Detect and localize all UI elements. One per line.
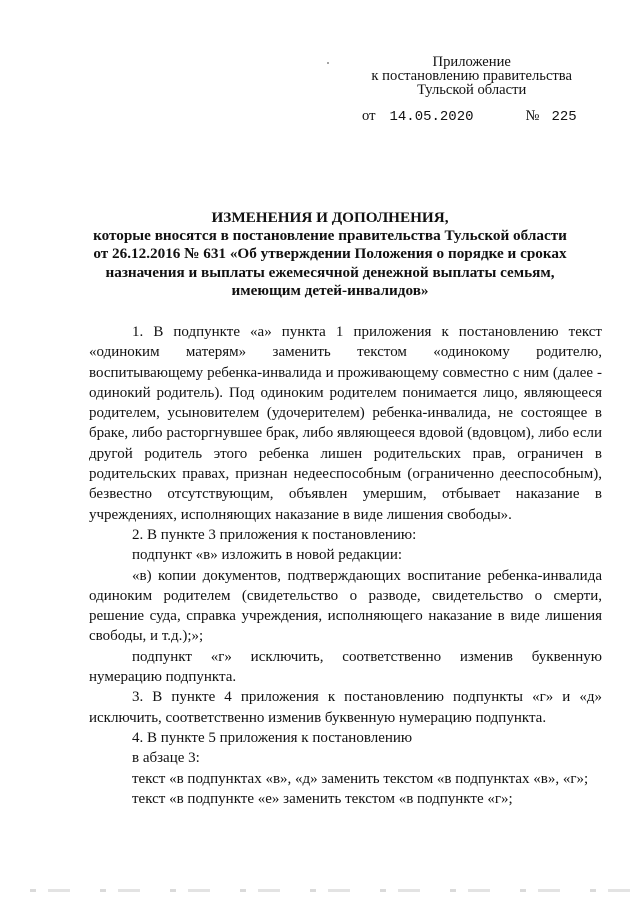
appendix-line-2: к постановлению правительства <box>371 68 572 84</box>
paragraph-9: текст «в подпунктах «в», «д» заменить текстом «в подпунктах «в», «г»; <box>132 770 589 787</box>
document-title <box>90 209 570 300</box>
paragraph-7: 4. В пункте 5 приложения к постановлению <box>132 729 413 746</box>
paragraph-4: «в) копии документов, подтверждающих воспитание ребенка-инвалида одиноким родителем (свидетельство о разводе, свидетельство о смерти, решение суда, справка учреждения, исполняющего наказание в виде лишения свободы, и т.д.);»; <box>89 567 602 645</box>
paragraph-2: 2. В пункте 3 приложения к постановлению: <box>132 526 417 543</box>
paragraph-10: текст «в подпункте «е» заменить текстом «в подпункте «г»; <box>132 790 513 807</box>
scan-speck <box>327 62 329 64</box>
from-label: от <box>362 108 376 124</box>
date-number-line <box>362 108 577 125</box>
paragraph-5: подпункт «г» исключить, соответственно изменив буквенную нумерацию подпункта. <box>89 648 602 686</box>
document-number: 225 <box>551 109 577 125</box>
number-sign: № <box>525 108 540 124</box>
document-date: 14.05.2020 <box>389 109 474 125</box>
paragraph-8: в абзаце 3: <box>132 750 200 767</box>
paragraph-6: 3. В пункте 4 приложения к постановлению подпункты «г» и «д» исключить, соответственно изменив буквенную нумерацию подпункта. <box>89 689 602 726</box>
scan-artifacts <box>30 889 630 892</box>
document-body <box>89 322 602 809</box>
title-heading: ИЗМЕНЕНИЯ И ДОПОЛНЕНИЯ, <box>211 209 449 226</box>
appendix-line-3: Тульской области <box>417 82 527 98</box>
appendix-line-1: Приложение <box>432 54 511 70</box>
paragraph-1: 1. В подпункте «а» пункта 1 приложения к постановлению текст «одиноким матерям» заменить текстом «одинокому родителю, воспитывающему ребенка-инвалида и проживающему совместно с ним (далее - одинокий родитель). Под одиноким родителем понимается лицо, являющееся родителем, усыновителем (удочерителем) ребенка-инвалида, не состоящее в браке, либо расторгнувшее брак, либо являющееся вдовой (вдовцом), либо если другой родитель этого ребенка лишен родительских прав, ограничен в родительских правах, признан недееспособным (ограниченно дееспособным), безвестно отсутствующим, объявлен умершим, отбывает наказание в учреждениях, исполняющих наказание в виде лишения свободы». <box>89 324 602 523</box>
title-subheading: которые вносятся в постановление правительства Тульской области от 26.12.2016 № 631 «Об утверждении Положения о порядке и сроках назначения и выплаты ежемесячной денежной выплаты семьям, имеющим детей-инвалидов» <box>93 227 567 299</box>
paragraph-3: подпункт «в» изложить в новой редакции: <box>132 547 403 564</box>
appendix-block <box>371 55 572 97</box>
